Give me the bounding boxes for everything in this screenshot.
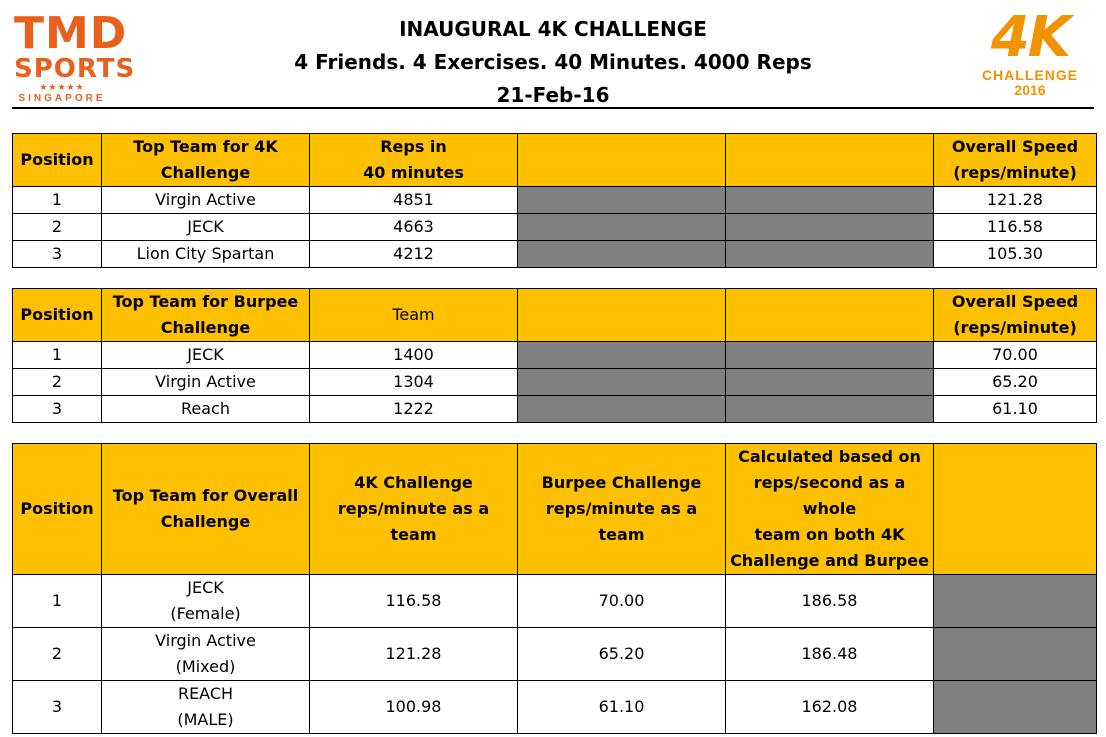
table-row — [13, 396, 1097, 423]
cell-team: JECK (Female) — [102, 575, 310, 628]
cell-blank — [518, 187, 726, 214]
cell-blank — [934, 681, 1097, 734]
cell-reps: 4212 — [310, 241, 518, 268]
cell-blank — [726, 342, 934, 369]
cell-value: 1304 — [310, 369, 518, 396]
cell-blank — [726, 214, 934, 241]
logo-line-3: SINGAPORE — [18, 93, 106, 104]
table-row — [13, 369, 1097, 396]
logo-stars: ★★★★★ — [39, 82, 85, 92]
cell-team: REACH (MALE) — [102, 681, 310, 734]
cell-reps: 4663 — [310, 214, 518, 241]
header-position: Position — [13, 444, 102, 575]
logo-4k: 4K — [990, 5, 1070, 70]
cell-speed: 105.30 — [934, 241, 1097, 268]
table-header-row — [13, 134, 1097, 187]
cell-speed: 70.00 — [934, 342, 1097, 369]
cell-team: Virgin Active — [102, 369, 310, 396]
cell-speed: 61.10 — [934, 396, 1097, 423]
logo-challenge: CHALLENGE — [981, 67, 1079, 83]
cell-team: Virgin Active — [102, 187, 310, 214]
header-speed: Overall Speed (reps/minute) — [934, 289, 1097, 342]
cell-blank — [518, 342, 726, 369]
page-title-block — [0, 8, 1106, 112]
cell-burpee-rate: 65.20 — [518, 628, 726, 681]
cell-team: Reach — [102, 396, 310, 423]
header-team: Top Team for Overall Challenge — [102, 444, 310, 575]
header-blank — [934, 444, 1097, 575]
cell-blank — [726, 369, 934, 396]
table-row — [13, 342, 1097, 369]
header-4k-rate: 4K Challenge reps/minute as a team — [310, 444, 518, 575]
table-row — [13, 575, 1097, 628]
logo-year: 2016 — [1014, 82, 1046, 99]
table-4k-challenge — [12, 133, 1097, 268]
table-row — [13, 628, 1097, 681]
cell-position: 2 — [13, 369, 102, 396]
header-position: Position — [13, 134, 102, 187]
cell-position: 1 — [13, 342, 102, 369]
header-blank — [726, 134, 934, 187]
cell-position: 3 — [13, 396, 102, 423]
cell-blank — [726, 396, 934, 423]
cell-4k-rate: 121.28 — [310, 628, 518, 681]
cell-team: JECK — [102, 342, 310, 369]
cell-blank — [518, 214, 726, 241]
cell-value: 1400 — [310, 342, 518, 369]
cell-position: 2 — [13, 628, 102, 681]
header-team: Top Team for Burpee Challenge — [102, 289, 310, 342]
cell-position: 3 — [13, 241, 102, 268]
cell-burpee-rate: 61.10 — [518, 681, 726, 734]
cell-team: Virgin Active (Mixed) — [102, 628, 310, 681]
page-date: 21-Feb-16 — [496, 83, 610, 107]
table-row — [13, 681, 1097, 734]
table-overall-challenge — [12, 443, 1097, 734]
cell-reps: 4851 — [310, 187, 518, 214]
cell-position: 1 — [13, 187, 102, 214]
header-burpee-rate: Burpee Challenge reps/minute as a team — [518, 444, 726, 575]
table-header-row — [13, 289, 1097, 342]
cell-position: 2 — [13, 214, 102, 241]
header-speed: Overall Speed (reps/minute) — [934, 134, 1097, 187]
cell-position: 1 — [13, 575, 102, 628]
header-divider — [12, 107, 1094, 109]
table-burpee-challenge — [12, 288, 1097, 423]
header-team-col: Team — [310, 289, 518, 342]
table-row — [13, 214, 1097, 241]
cell-speed: 116.58 — [934, 214, 1097, 241]
page-subtitle: 4 Friends. 4 Exercises. 40 Minutes. 4000 Reps — [294, 50, 812, 74]
header-blank — [518, 289, 726, 342]
table-header-row — [13, 444, 1097, 575]
cell-total: 186.58 — [726, 575, 934, 628]
cell-blank — [518, 396, 726, 423]
page-title: INAUGURAL 4K CHALLENGE — [399, 17, 707, 41]
cell-speed: 121.28 — [934, 187, 1097, 214]
cell-team: JECK — [102, 214, 310, 241]
cell-value: 1222 — [310, 396, 518, 423]
header-blank — [726, 289, 934, 342]
cell-total: 162.08 — [726, 681, 934, 734]
cell-burpee-rate: 70.00 — [518, 575, 726, 628]
header-blank — [518, 134, 726, 187]
cell-4k-rate: 100.98 — [310, 681, 518, 734]
cell-blank — [934, 575, 1097, 628]
cell-blank — [726, 187, 934, 214]
cell-blank — [518, 241, 726, 268]
header-team: Top Team for 4K Challenge — [102, 134, 310, 187]
table-row — [13, 241, 1097, 268]
cell-team: Lion City Spartan — [102, 241, 310, 268]
logo-line-1: TMD — [14, 8, 128, 59]
cell-blank — [726, 241, 934, 268]
table-row — [13, 187, 1097, 214]
header-reps: Reps in 40 minutes — [310, 134, 518, 187]
cell-total: 186.48 — [726, 628, 934, 681]
cell-blank — [934, 628, 1097, 681]
cell-speed: 65.20 — [934, 369, 1097, 396]
cell-4k-rate: 116.58 — [310, 575, 518, 628]
cell-position: 3 — [13, 681, 102, 734]
header-calculated: Calculated based on reps/second as a whole team on both 4K Challenge and Burpee — [726, 444, 934, 575]
logo-line-2: SPORTS — [14, 54, 136, 84]
cell-blank — [518, 369, 726, 396]
header-position: Position — [13, 289, 102, 342]
